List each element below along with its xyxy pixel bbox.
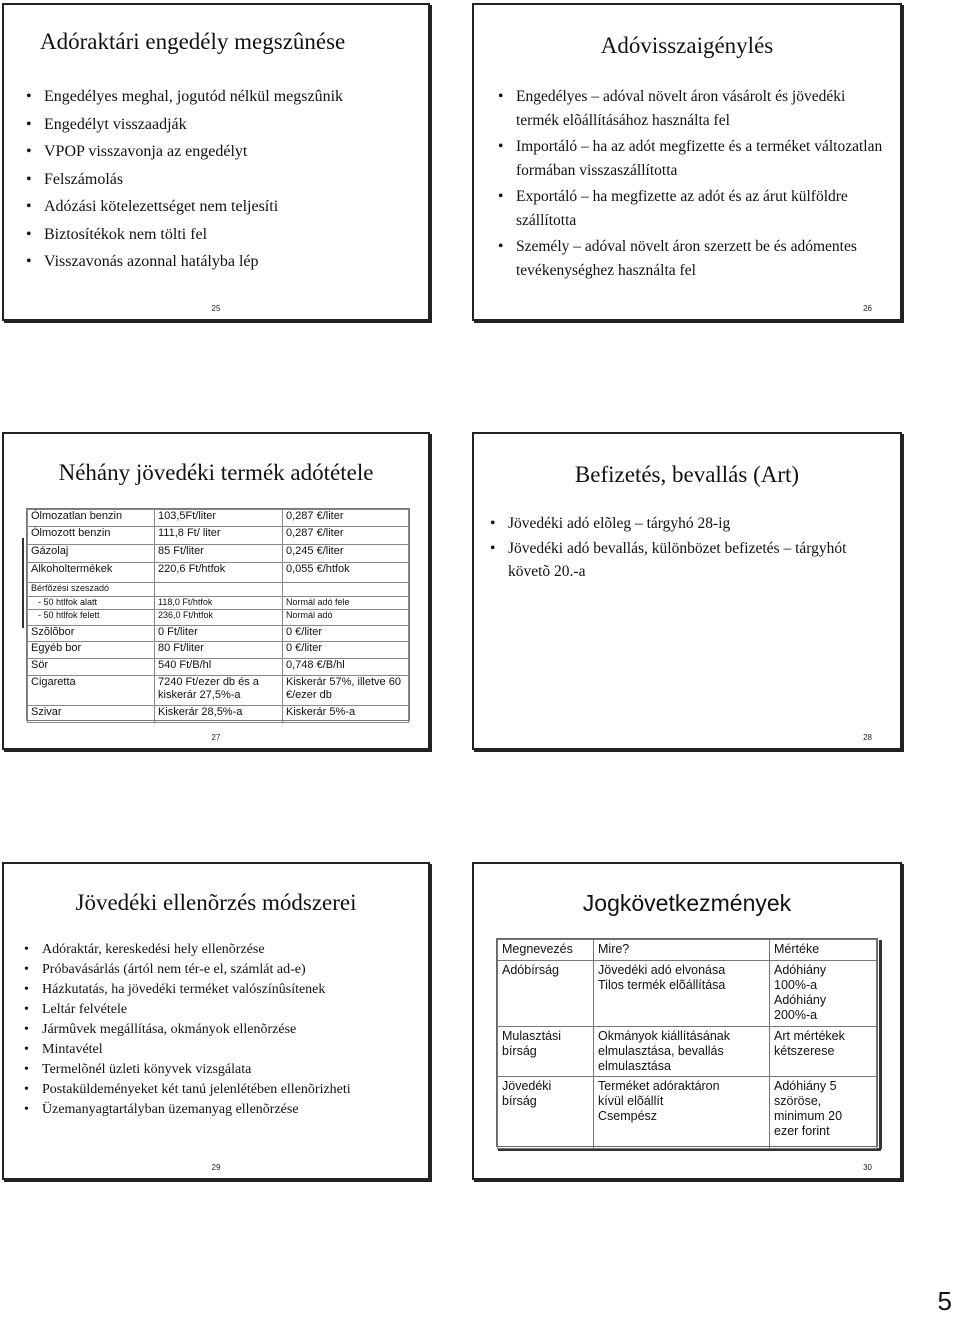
cell-text: Adóhiány 5 szöröse, minimum 20 ezer forint bbox=[774, 1079, 843, 1138]
table-cell: 80 Ft/liter bbox=[155, 642, 283, 659]
table-row bbox=[28, 642, 409, 659]
slide-number: 26 bbox=[863, 304, 872, 313]
slide-number: 25 bbox=[211, 304, 221, 313]
bullet-item: • Adóraktár, kereskedési hely ellenõrzése bbox=[24, 940, 424, 960]
table-cell: 0 €/liter bbox=[283, 626, 409, 642]
table-cell: 0,287 €/liter bbox=[283, 510, 409, 527]
table-cell bbox=[770, 961, 877, 1027]
table-cell: Ólmozott benzin bbox=[28, 527, 155, 545]
bullet-list bbox=[498, 85, 890, 285]
bullet-item: • Mintavétel bbox=[24, 1040, 424, 1060]
table-row bbox=[28, 706, 409, 723]
table-cell bbox=[498, 1077, 594, 1149]
slide-number: 30 bbox=[863, 1163, 872, 1172]
bullet-list bbox=[24, 940, 424, 1120]
table-header-cell: Megnevezés bbox=[498, 940, 594, 961]
cell-text: Art mértékek kétszerese bbox=[774, 1029, 845, 1058]
slide-title: Befizetés, bevallás (Art) bbox=[574, 462, 800, 487]
table-cell bbox=[770, 1077, 877, 1149]
table-cell: Szõlõbor bbox=[28, 626, 155, 642]
table-cell: Kiskerár 5%-a bbox=[283, 706, 409, 723]
cell-text: Adóbírság bbox=[502, 963, 559, 977]
table-row bbox=[28, 583, 409, 597]
bullet-item: • Felszámolás bbox=[26, 166, 416, 194]
slide-25 bbox=[2, 3, 430, 321]
table-cell: 0,287 €/liter bbox=[283, 527, 409, 545]
table-cell: 103,5Ft/liter bbox=[155, 510, 283, 527]
consequences-table bbox=[496, 938, 878, 1147]
bullet-item: • VPOP visszavonja az engedélyt bbox=[26, 138, 416, 166]
table-cell bbox=[770, 1027, 877, 1077]
table-cell: 0 Ft/liter bbox=[155, 626, 283, 642]
cell-text: Adóhiány 100%-a Adóhiány 200%-a bbox=[774, 963, 827, 1022]
slide-title: Néhány jövedéki termék adótétele bbox=[58, 460, 374, 485]
bullet-item: • Próbavásárlás (ártól nem tér-e el, számlát ad-e) bbox=[24, 960, 424, 980]
table-cell bbox=[498, 961, 594, 1027]
bullet-item: • Házkutatás, ha jövedéki terméket valószínûsítenek bbox=[24, 980, 424, 1000]
bullet-item: • Exportáló – ha megfizette az adót és az árut külföldre szállította bbox=[498, 185, 890, 232]
table-cell: - 50 htlfok alatt bbox=[28, 597, 155, 610]
bullet-item: • Adózási kötelezettséget nem teljesíti bbox=[26, 193, 416, 221]
bullet-item: • Engedélyes meghal, jogutód nélkül megszûnik bbox=[26, 83, 416, 111]
slide-title: Adóraktári engedély megszûnése bbox=[40, 29, 346, 54]
table-cell: Sör bbox=[28, 659, 155, 676]
table-cell: Alkoholtermékek bbox=[28, 563, 155, 583]
bullet-item: • Termelõnél üzleti könyvek vizsgálata bbox=[24, 1060, 424, 1080]
cell-text: Jövedéki bírság bbox=[502, 1079, 552, 1108]
table-row bbox=[28, 676, 409, 706]
slide-number: 27 bbox=[211, 733, 221, 742]
table-cell: 236,0 Ft/htfok bbox=[155, 610, 283, 626]
table-cell bbox=[155, 583, 283, 597]
bullet-item: • Leltár felvétele bbox=[24, 1000, 424, 1020]
table-cell: 0 €/liter bbox=[283, 642, 409, 659]
table-cell bbox=[283, 583, 409, 597]
slide-number: 29 bbox=[211, 1163, 221, 1172]
bullet-item: • Importáló – ha az adót megfizette és a terméket változatlan formában visszaszállította bbox=[498, 135, 890, 182]
bullet-list bbox=[26, 83, 416, 276]
bullet-item: • Postaküldeményeket két tanú jelenlétében ellenõrizheti bbox=[24, 1080, 424, 1100]
bullet-item: • Személy – adóval növelt áron szerzett be és adómentes tevékenységhez használta fel bbox=[498, 235, 890, 282]
table-row bbox=[28, 659, 409, 676]
bullet-item: • Jövedéki adó bevallás, különbözet befizetés – tárgyhót követõ 20.-a bbox=[490, 537, 890, 584]
bullet-item: • Üzemanyagtartályban üzemanyag ellenõrzése bbox=[24, 1100, 424, 1120]
slide-title: Adóvisszaigénylés bbox=[600, 33, 774, 58]
table-row bbox=[498, 1027, 877, 1077]
table-row bbox=[498, 1077, 877, 1149]
table-cell: 118,0 Ft/htfok bbox=[155, 597, 283, 610]
bullet-item: • Jármûvek megállítása, okmányok ellenõrzése bbox=[24, 1020, 424, 1040]
cell-text: Jövedéki adó elvonása Tilos termék elõállítása bbox=[598, 963, 726, 992]
table-cell: Gázolaj bbox=[28, 545, 155, 563]
tax-rate-table bbox=[26, 508, 410, 721]
table-header-row bbox=[498, 940, 877, 961]
table-header-cell: Mire? bbox=[594, 940, 770, 961]
cell-text: Mulasztási bírság bbox=[502, 1029, 562, 1058]
table-cell: 540 Ft/B/hl bbox=[155, 659, 283, 676]
table-cell: 0,055 €/htfok bbox=[283, 563, 409, 583]
table-cell: 0,748 €/B/hl bbox=[283, 659, 409, 676]
table-cell: Normál adó bbox=[283, 610, 409, 626]
table-cell: Kiskerár 28,5%-a bbox=[155, 706, 283, 723]
cell-text: Okmányok kiállításának elmulasztása, bevallás elmulasztása bbox=[598, 1029, 731, 1073]
slide-30 bbox=[472, 862, 902, 1180]
table-row bbox=[28, 597, 409, 610]
table-header-cell: Mértéke bbox=[770, 940, 877, 961]
slide-number: 28 bbox=[863, 733, 872, 742]
slide-26 bbox=[472, 3, 902, 321]
table-cell: Bérfõzési szeszadó bbox=[28, 583, 155, 597]
table-cell: 0,245 €/liter bbox=[283, 545, 409, 563]
bullet-item: • Engedélyes – adóval növelt áron vásárolt és jövedéki termék elõállításához használta fel bbox=[498, 85, 890, 132]
table-cell: 85 Ft/liter bbox=[155, 545, 283, 563]
bullet-item: • Visszavonás azonnal hatályba lép bbox=[26, 248, 416, 276]
table-cell bbox=[498, 1027, 594, 1077]
table-cell bbox=[594, 1077, 770, 1149]
slide-29 bbox=[2, 862, 430, 1180]
table-cell: Egyéb bor bbox=[28, 642, 155, 659]
table-row bbox=[28, 510, 409, 527]
table-row bbox=[28, 626, 409, 642]
page-number: 5 bbox=[937, 1286, 952, 1316]
table-shadow bbox=[879, 940, 882, 1149]
table-row bbox=[28, 527, 409, 545]
bullet-item: • Biztosítékok nem tölti fel bbox=[26, 221, 416, 249]
table-cell bbox=[594, 961, 770, 1027]
table-row bbox=[498, 961, 877, 1027]
slide-title: Jövedéki ellenõrzés módszerei bbox=[75, 890, 357, 915]
table-cell: - 50 htlfok felett bbox=[28, 610, 155, 626]
bullet-item: • Jövedéki adó elõleg – tárgyhó 28-ig bbox=[490, 512, 890, 536]
table-cell: Kiskerár 57%, illetve 60 €/ezer db bbox=[283, 676, 409, 706]
cell-text: Terméket adóraktáron kívül elõállít Csempész bbox=[598, 1079, 720, 1123]
table-row bbox=[28, 545, 409, 563]
table-cell: Normál adó fele bbox=[283, 597, 409, 610]
table-cell: Cigaretta bbox=[28, 676, 155, 706]
slide-27 bbox=[2, 432, 430, 750]
table-cell: 7240 Ft/ezer db és a kiskerár 27,5%-a bbox=[155, 676, 283, 706]
table-cell: 111,8 Ft/ liter bbox=[155, 527, 283, 545]
table-cell: Ólmozatlan benzin bbox=[28, 510, 155, 527]
table-cell: 220,6 Ft/htfok bbox=[155, 563, 283, 583]
bullet-item: • Engedélyt visszaadják bbox=[26, 111, 416, 139]
table-row bbox=[28, 563, 409, 583]
bullet-list bbox=[490, 512, 890, 585]
table-cell: Szivar bbox=[28, 706, 155, 723]
slide-title: Jogkövetkezmények bbox=[582, 890, 792, 916]
table-row bbox=[28, 610, 409, 626]
table-cell bbox=[594, 1027, 770, 1077]
slide-28 bbox=[472, 432, 902, 750]
